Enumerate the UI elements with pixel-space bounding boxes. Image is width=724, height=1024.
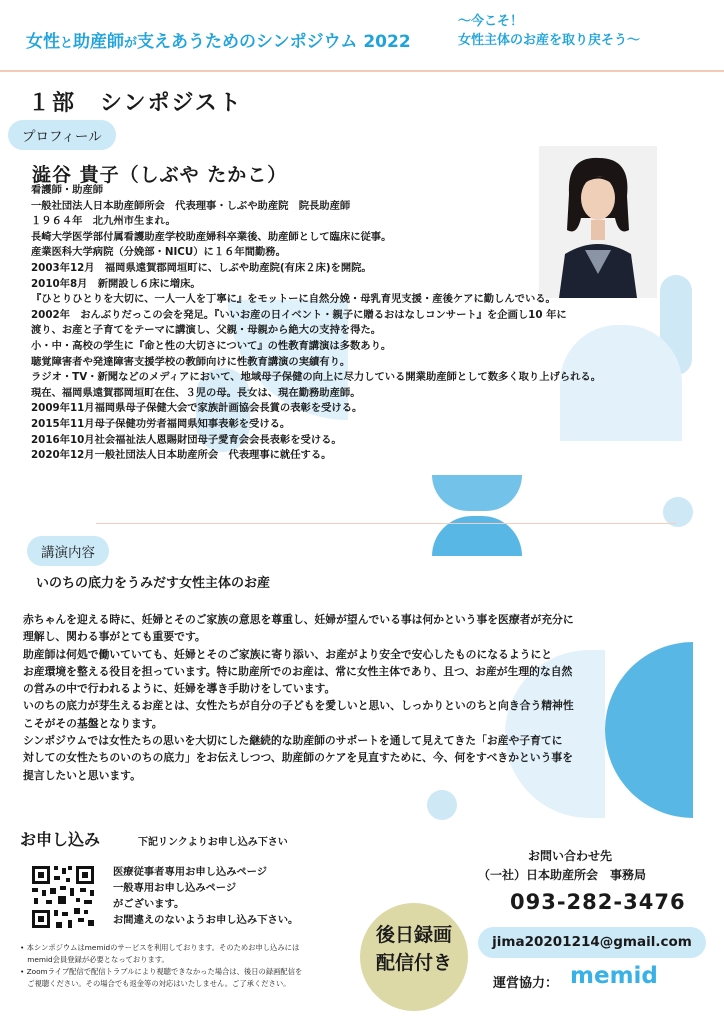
lecture-line: 助産師は何処で働いていても、妊婦とそのご家族に寄り添い、お産がより安全で安心したものになるようにと xyxy=(23,647,553,661)
note-line: • 本シンポジウムはmemidのサービスを利用しております。そのためお申し込みには xyxy=(20,943,300,952)
lecture-line: 赤ちゃんを迎える時に、妊婦とそのご家族の意思を尊重し、妊婦が望んでいる事は何かという事を医療者が充分に xyxy=(23,613,574,626)
part-title: １部 シンポジスト xyxy=(28,91,243,116)
lecture-line: シンポジウムでは女性たちの思いを大切にした継続的な助産師のサポートを通して見えてきた「お産や子育てに xyxy=(23,734,563,748)
profile-line: 小・中・高校の学生に『命と性の大切さについて』の性教育講演は多数あり。 xyxy=(31,339,392,352)
note-line: memid会員登録が必要となっております。 xyxy=(20,955,169,964)
deco-shape xyxy=(432,516,522,556)
profile-line: 一般社団法人日本助産師所会 代表理事・しぶや助産院 院長助産師 xyxy=(31,199,351,212)
profile-line: 2002年 おんぶりだっこの会を発足。『いいお産の日イベント・親子に贈るおはなしコンサート』を企画し10 年に xyxy=(31,308,567,321)
contact-label: お問い合わせ先 xyxy=(528,849,613,863)
event-subtitle: 〜今こそ！ 女性主体のお産を取り戻そう〜 xyxy=(458,14,641,48)
lecture-line: 理解し、関わる事がとても重要です。 xyxy=(23,630,206,644)
contact-email[interactable]: jima20201214@gmail.com xyxy=(478,927,706,958)
contact-phone[interactable]: 093-282-3476 xyxy=(510,890,686,914)
profile-line: 2009年11月福岡県母子保健大会で家族計画協会長賞の表彰を受ける。 xyxy=(31,402,363,415)
section-divider xyxy=(96,523,676,524)
apply-notes xyxy=(20,942,370,990)
lecture-line: こそがその基盤となります。 xyxy=(23,716,163,730)
profile-line: 2020年12月一般社団法人日本助産所会 代表理事に就任する。 xyxy=(31,449,332,462)
lecture-label: 講演内容 xyxy=(27,536,109,566)
header-divider xyxy=(0,70,724,72)
note-line: • Zoomライブ配信で配信トラブルにより視聴できなかった場合は、後日の録画配信を xyxy=(20,967,303,976)
apply-note: 下記リンクよりお申し込み下さい xyxy=(138,837,288,848)
lecture-line: 提言したいと思います。 xyxy=(23,768,141,782)
lecture-title: いのちの底力をうみだす女性主体のお産 xyxy=(36,576,271,591)
lecture-text xyxy=(23,611,713,784)
apply-line: がございます。 xyxy=(113,898,185,910)
profile-line: 産業医科大学病院（分娩部・NICU）に１６年間勤務。 xyxy=(31,246,286,259)
lecture-line: お産環境を整える役目を担っています。特に助産所でのお産は、常に女性主体であり、且つ、お産が生理的な自然 xyxy=(23,664,573,678)
profile-line: 2015年11月母子保健功労者福岡県知事表彰を受ける。 xyxy=(31,417,291,430)
event-title: 女性と助産師が支えあうためのシンポジウム 2022 xyxy=(26,32,411,52)
note-line: ご視聴ください。その場合でも返金等の対応はいたしません。ご了承ください。 xyxy=(20,979,291,988)
apply-link-medical[interactable]: 医療従事者専用お申し込みページ xyxy=(113,866,268,878)
memid-logo: memid xyxy=(570,963,658,989)
recording-badge-text: 後日録画 配信付き xyxy=(375,924,452,974)
profile-line: 2016年10月社会福祉法人恩賜財団母子愛育会会長表彰を受ける。 xyxy=(31,433,342,446)
profile-line: 現在、福岡県遠賀郡岡垣町在住、３児の母。長女は、現在勤務助産師。 xyxy=(31,386,361,399)
qr-code-icon xyxy=(30,864,96,930)
profile-text xyxy=(31,183,721,464)
operation-label: 運営協力： xyxy=(493,976,559,991)
profile-line: 聴覚障害者や発達障害支援学校の教師向けに性教育講演の実績有り。 xyxy=(31,355,351,368)
deco-shape xyxy=(432,475,522,511)
lecture-line: いのちの底力が芽生えるお産とは、女性たちが自分の子どもを愛しいと思い、しっかりといのちと向き合う精神性 xyxy=(23,699,574,713)
profile-line: １９６４年 北九州市生まれ。 xyxy=(31,215,176,228)
apply-pages xyxy=(113,864,298,928)
apply-link-general[interactable]: 一般専用お申し込みページ xyxy=(113,882,237,894)
profile-line: 看護師・助産師 xyxy=(31,184,104,196)
deco-shape xyxy=(427,790,457,820)
profile-line: 渡り、お産と子育てをテーマに講演し、父親・母親から絶大の支持を得た。 xyxy=(31,324,382,337)
apply-line: お間違えのないようお申し込み下さい。 xyxy=(113,914,299,926)
profile-line: 『ひとりひとりを大切に、一人一人を丁寧に』をモットーに自然分娩・母乳育児支援・産後ケアに勤しんでいる。 xyxy=(31,293,556,306)
speaker-name: 澁谷 貴子（しぶや たかこ） xyxy=(32,164,288,186)
profile-line: 2010年8月 新開設し６床に増床。 xyxy=(31,277,201,290)
apply-title: お申し込み xyxy=(20,830,101,849)
profile-line: 長崎大学医学部付属看護助産学校助産婦科卒業後、助産師として臨床に従事。 xyxy=(31,230,392,243)
profile-label: プロフィール xyxy=(8,120,116,150)
lecture-line: の営みの中で行われるように、妊婦を導き手助けをしています。 xyxy=(23,682,336,696)
profile-line: ラジオ・TV・新聞などのメディアにおいて、地域母子保健の向上に尽力している開業助産師として数多く取り上げられる。 xyxy=(31,371,601,384)
page-header xyxy=(0,0,724,74)
qr-code[interactable] xyxy=(30,864,96,930)
lecture-line: 対しての女性たちのいのちの底力」をお伝えしつつ、助産師のケアを見直すために、今、何をすべきかという事を xyxy=(23,751,573,765)
contact-org: （一社）日本助産所会 事務局 xyxy=(478,868,647,882)
profile-line: 2003年12月 福岡県遠賀郡岡垣町に、しぶや助産院(有床２床)を開院。 xyxy=(31,261,372,274)
